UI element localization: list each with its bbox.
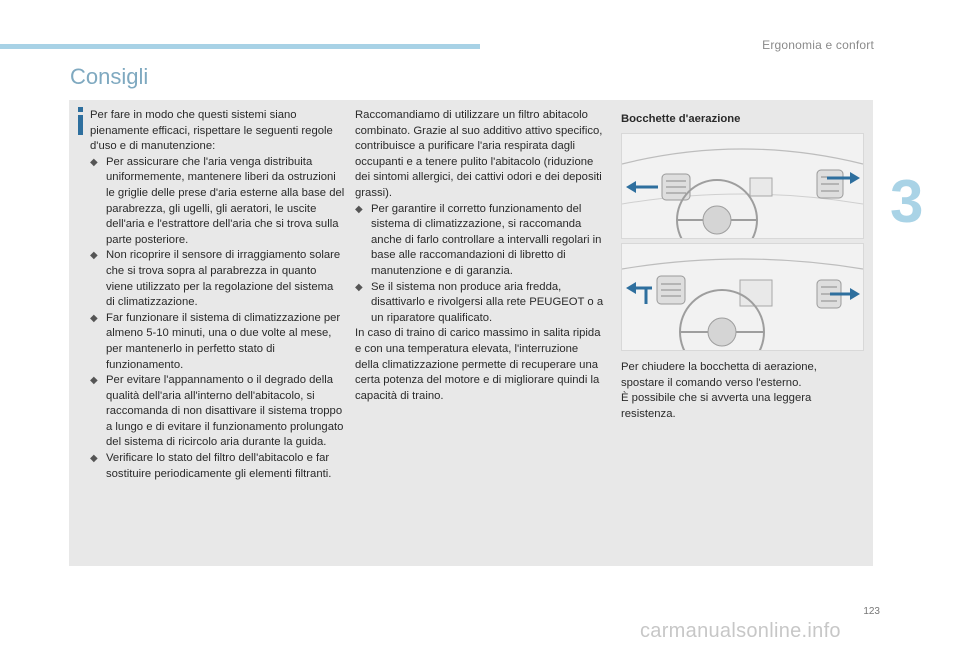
vents-instructions bbox=[621, 360, 856, 422]
header-accent-bar bbox=[0, 44, 480, 49]
bullet-icon: ◆ bbox=[90, 453, 98, 465]
list-item: ◆ Far funzionare il sistema di climatizzazione per almeno 5-10 minuti, una o due volte al mese, per mantenerlo in perfetto stato di funzionamento. bbox=[90, 311, 341, 371]
vents-column bbox=[621, 112, 866, 128]
bullet-icon: ◆ bbox=[90, 312, 98, 324]
list-item: ◆ Verificare lo stato del filtro dell'abitacolo e far sostituire periodicamente gli elementi filtranti. bbox=[90, 452, 332, 480]
list-item: ◆ Per assicurare che l'aria venga distribuita uniformemente, mantenere liberi da ostruzioni le griglie delle prese d'aria esterne alla base del parabrezza, gli ugelli, gli aeratori, le uscite dell'aria e l'estrattore dell'aria che si trova sulla parte posteriore. bbox=[90, 155, 345, 246]
list-item: ◆ Se il sistema non produce aria fredda, disattivarlo e rivolgersi alla rete PEUGEOT o a un riparatore qualificato. bbox=[355, 280, 604, 324]
bullet-icon: ◆ bbox=[90, 156, 98, 168]
bullet-icon: ◆ bbox=[355, 203, 363, 215]
chapter-number: 3 bbox=[890, 168, 924, 235]
bullet-icon: ◆ bbox=[90, 375, 98, 387]
list-item: ◆ Non ricoprire il sensore di irraggiamento solare che si trova sopra al parabrezza in quanto viene utilizzato per la regolazione del sistema di climatizzazione. bbox=[90, 249, 341, 309]
vents-title: Bocchette d'aerazione bbox=[621, 113, 741, 125]
section-label: Ergonomia e confort bbox=[762, 38, 874, 52]
page-title: Consigli bbox=[70, 64, 149, 89]
resistance-text: È possibile che si avverta una leggera resistenza. bbox=[621, 392, 812, 420]
close-vent-text: Per chiudere la bocchetta di aerazione, spostare il comando verso l'esterno. bbox=[621, 361, 817, 389]
bullet-icon: ◆ bbox=[90, 250, 98, 262]
bullet-icon: ◆ bbox=[355, 281, 363, 293]
towing-text: In caso di traino di carico massimo in salita ripida e con una temperatura elevata, l'interruzione della climatizzazione permette di recuperare una certa potenza del motore e di migliorare quindi la capacità di traino. bbox=[355, 327, 601, 402]
intro-text: Per fare in modo che questi sistemi siano pienamente efficaci, rispettare le seguenti regole d'uso e di manutenzione: bbox=[90, 109, 333, 153]
advice-column-2 bbox=[355, 108, 605, 404]
dashboard-vents-illustration-1 bbox=[621, 133, 864, 239]
page-number: 123 bbox=[863, 606, 880, 617]
filter-text: Raccomandiamo di utilizzare un filtro abitacolo combinato. Grazie al suo additivo attivo specifico, contribuisce a purificare l'aria respirata dagli occupanti e a tenere pulito l'abitacolo (riduzione dei sintomi allergici, dei cattivi odori e dei depositi grassi). bbox=[355, 109, 603, 199]
info-icon bbox=[78, 107, 83, 135]
advice-column-1 bbox=[90, 108, 345, 482]
watermark: carmanualsonline.info bbox=[640, 620, 841, 642]
dashboard-vents-illustration-2 bbox=[621, 243, 864, 351]
list-item: ◆ Per evitare l'appannamento o il degrado della qualità dell'aria all'interno dell'abitacolo, si raccomanda di non disattivare il sistema troppo a lungo e di evitare il funzionamento prolungato del sistema di ricircolo aria durante la guida. bbox=[90, 374, 344, 449]
list-item: ◆ Per garantire il corretto funzionamento del sistema di climatizzazione, si raccomanda anche di farlo controllare a intervalli regolari in base alle raccomandazioni di libretto di manutenzione e di garanzia. bbox=[355, 202, 602, 277]
